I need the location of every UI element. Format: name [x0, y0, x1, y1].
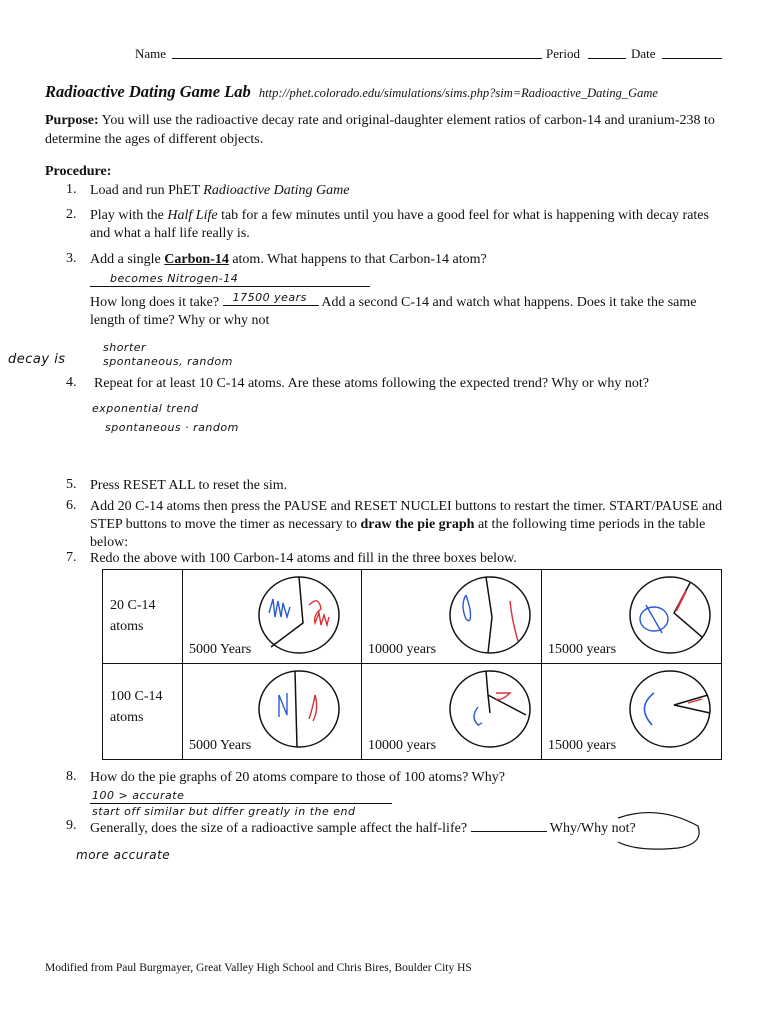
step-9-pre: Generally, does the size of a radioactive sample affect the half-life? [90, 821, 468, 836]
row-label-cell [103, 570, 183, 664]
step-3-bold: Carbon-14 [164, 252, 229, 267]
answer-3-handwriting: becomes Nitrogen-14 [110, 272, 239, 285]
purpose-label: Purpose: [45, 113, 99, 128]
row-label-line1: 100 C-14 [110, 689, 163, 704]
row-label-line2: atoms [110, 619, 144, 634]
pie-cell[interactable] [362, 664, 542, 760]
step-number: 1. [66, 182, 77, 197]
step-3-q2-post: Add a second C-14 and watch what happens. Does it take the same length of time? Why or why not [90, 295, 697, 328]
step-number: 6. [66, 498, 77, 513]
year-label: 10000 years [368, 642, 437, 657]
margin-handwriting: decay is [8, 352, 66, 367]
step-5: Press RESET ALL to reset the sim. [90, 478, 288, 493]
date-label: Date [631, 46, 656, 61]
pie-drawing [257, 575, 341, 655]
step-number: 2. [66, 207, 77, 222]
step-number: 9. [66, 818, 77, 833]
period-label: Period [546, 46, 580, 61]
year-label: 15000 years [548, 738, 617, 753]
answer-3-line[interactable] [90, 286, 370, 287]
footer-credit: Modified from Paul Burgmayer, Great Valley High School and Chris Bires, Boulder City HS [45, 962, 472, 974]
answer-3-time-handwriting: 17500 years [232, 291, 307, 304]
pie-drawing [448, 669, 532, 749]
pie-cell[interactable] [183, 570, 362, 664]
pie-cell[interactable] [183, 664, 362, 760]
answer-8-line[interactable] [90, 803, 392, 804]
step-number: 4. [66, 375, 77, 390]
name-blank[interactable] [172, 58, 542, 59]
pie-cell[interactable] [362, 570, 542, 664]
step-6-pre: Add 20 C-14 atoms then press the PAUSE and RESET NUCLEI buttons to restart the timer. START/PAUSE and STEP buttons to move the timer as necessary to [90, 499, 723, 532]
step-number: 7. [66, 550, 77, 565]
pie-drawing [448, 575, 532, 655]
answer-8-line2: start off similar but differ greatly in the end [92, 805, 356, 818]
step-3 [90, 251, 730, 269]
answer-3b-line1: shorter [103, 341, 147, 354]
step-8: How do the pie graphs of 20 atoms compare to those of 100 atoms? Why? [90, 770, 505, 785]
step-3-q2-pre: How long does it take? [90, 295, 220, 310]
step-2-italic: Half Life [167, 208, 218, 223]
step-2-post: tab for a few minutes until you have a good feel for what is happening with decay rates and what a half life really is. [90, 208, 709, 241]
step-4: Repeat for at least 10 C-14 atoms. Are these atoms following the expected trend? Why or why not? [94, 376, 649, 391]
title-text: Radioactive Dating Game Lab [45, 82, 251, 101]
row-label-line2: atoms [110, 710, 144, 725]
purpose-paragraph [45, 111, 735, 149]
page-title [45, 82, 658, 102]
answer-3-time-blank[interactable] [223, 292, 319, 306]
step-7: Redo the above with 100 Carbon-14 atoms and fill in the three boxes below. [90, 551, 517, 566]
pie-drawing [257, 669, 341, 749]
purpose-text: You will use the radioactive decay rate and original-daughter element ratios of carbon-14 and uranium-238 to determine the ages of different objects. [45, 113, 715, 147]
step-2-pre: Play with the [90, 208, 168, 223]
answer-9-blank[interactable] [471, 818, 547, 832]
circled-annotation [608, 808, 704, 852]
row-label-line1: 20 C-14 [110, 598, 156, 613]
year-label: 15000 years [548, 642, 617, 657]
table-row [103, 570, 722, 664]
pie-drawing [628, 669, 712, 749]
pie-graph-table [102, 569, 722, 760]
step-6 [90, 498, 730, 552]
step-3-post: atom. What happens to that Carbon-14 atom? [228, 252, 487, 267]
step-1 [90, 182, 730, 200]
answer-4-line1: exponential trend [92, 402, 199, 415]
step-2 [90, 207, 730, 243]
step-number: 3. [66, 251, 77, 266]
step-3-pre: Add a single [90, 252, 165, 267]
step-6-bold: draw the pie graph [360, 517, 475, 532]
answer-4-line2: spontaneous · random [105, 421, 239, 434]
answer-8-line1: 100 > accurate [92, 789, 185, 802]
name-label: Name [135, 46, 167, 61]
step-9-post: Why/Why not? [549, 821, 636, 836]
year-label: 10000 years [368, 738, 437, 753]
pie-cell[interactable] [542, 570, 722, 664]
table-row [103, 664, 722, 760]
step-1-text: Load and run PhET [90, 183, 204, 198]
step-number: 5. [66, 477, 77, 492]
row-label-cell [103, 664, 183, 760]
step-number: 8. [66, 769, 77, 784]
pie-drawing [628, 575, 712, 655]
title-url: http://phet.colorado.edu/simulations/sims.php?sim=Radioactive_Dating_Game [258, 86, 658, 100]
period-blank[interactable] [588, 58, 626, 59]
date-blank[interactable] [662, 58, 722, 59]
year-label: 5000 Years [189, 642, 252, 657]
pie-cell[interactable] [542, 664, 722, 760]
step-1-italic: Radioactive Dating Game [203, 183, 350, 198]
procedure-label: Procedure: [45, 164, 112, 179]
year-label: 5000 Years [189, 738, 252, 753]
answer-3b-line2: spontaneous, random [103, 355, 233, 368]
step-6-post: at the following time periods in the table below: [90, 517, 706, 550]
step-3-question-2 [90, 292, 730, 330]
answer-9-handwriting: more accurate [76, 848, 171, 862]
